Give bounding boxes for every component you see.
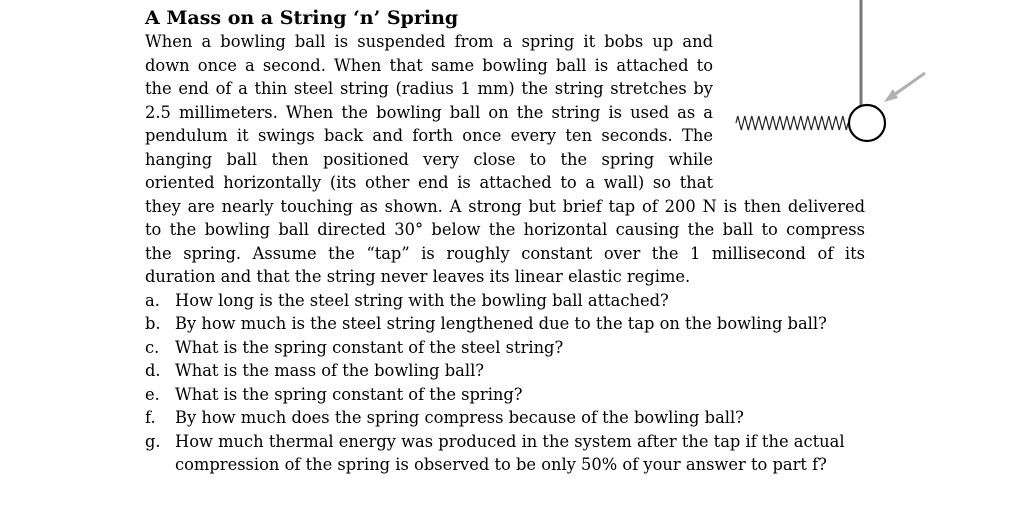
question-item (145, 336, 870, 360)
question-item (145, 289, 870, 313)
statement-line: they are nearly touching as shown. A strong but brief tap of 200 N is then delivered (145, 196, 865, 216)
question-letter: f. (145, 408, 156, 427)
statement-line: 2.5 millimeters. When the bowling ball on the string is used as a (145, 102, 713, 122)
statement-line: down once a second. When that same bowling ball is attached to (145, 55, 713, 75)
question-item (145, 406, 870, 430)
question-text: How long is the steel string with the bowling ball attached? (175, 290, 669, 310)
statement-line: pendulum it swings back and forth once every ten seconds. The (145, 126, 713, 145)
statement-line: to the bowling ball directed 30° below the horizontal causing the ball to compress (145, 220, 865, 239)
question-letter: b. (145, 314, 161, 333)
tap-arrow-head (884, 89, 898, 102)
question-list (145, 289, 870, 477)
question-text: compression of the spring is observed to be only 50% of your answer to part f? (175, 455, 827, 474)
question-text: How much thermal energy was produced in the system after the tap if the actual (175, 431, 845, 451)
statement-line: When a bowling ball is suspended from a spring it bobs up and (145, 32, 713, 51)
statement-line: the end of a thin steel string (radius 1 mm) the string stretches by (145, 79, 713, 98)
bowling-ball (849, 105, 885, 141)
question-letter: g. (145, 431, 161, 451)
question-text: What is the mass of the bowling ball? (175, 361, 485, 380)
question-text: By how much does the spring compress because of the bowling ball? (175, 408, 744, 427)
question-text: What is the spring constant of the steel string? (175, 337, 564, 357)
statement-line: the spring. Assume the “tap” is roughly constant over the 1 millisecond of its (145, 243, 865, 263)
question-letter: a. (145, 290, 160, 310)
question-letter: c. (145, 337, 160, 357)
mass-spring-figure (728, 0, 928, 160)
statement-line: duration and that the string never leaves its linear elastic regime. (145, 267, 691, 286)
problem-title: A Mass on a String ‘n’ Spring (145, 7, 459, 29)
question-text: What is the spring constant of the spring? (175, 384, 523, 404)
question-item (145, 430, 870, 477)
statement-line: oriented horizontally (its other end is attached to a wall) so that (145, 173, 713, 192)
statement-line: hanging ball then positioned very close to the spring while (145, 149, 713, 169)
question-item (145, 383, 870, 407)
spring-coil (736, 116, 848, 130)
horizontal-spring (736, 116, 848, 130)
question-text: By how much is the steel string lengthened due to the tap on the bowling ball? (175, 314, 827, 333)
question-letter: e. (145, 384, 160, 404)
tap-arrow (891, 73, 925, 97)
question-item (145, 359, 870, 383)
question-letter: d. (145, 361, 161, 380)
question-item (145, 312, 870, 336)
